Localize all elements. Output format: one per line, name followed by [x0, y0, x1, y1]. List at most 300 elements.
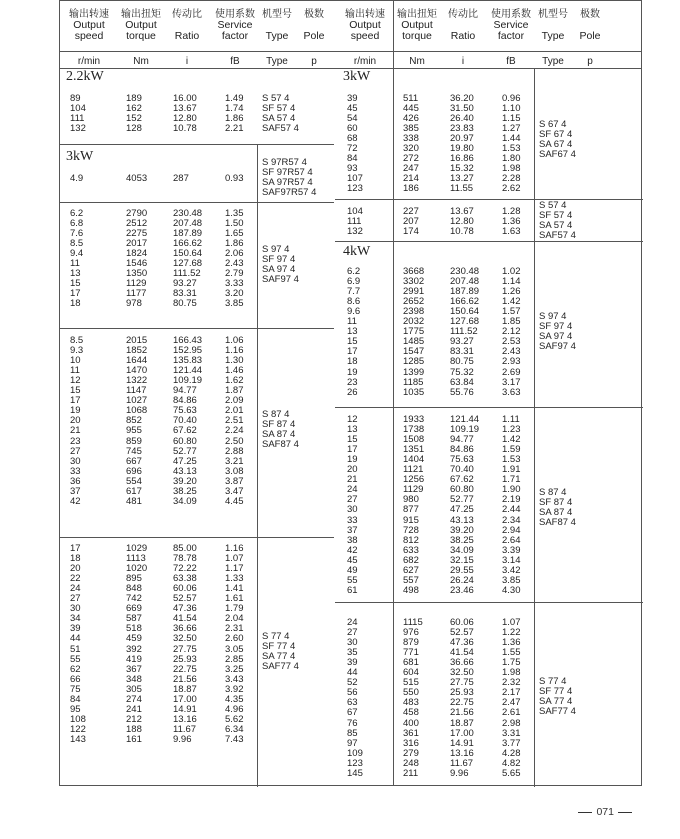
- power-heading: 3kW: [66, 149, 94, 164]
- type-model-list: [539, 312, 607, 352]
- header-service-factor: 使用系数 Service factor: [215, 9, 255, 42]
- speed-cell: 93: [347, 163, 358, 175]
- fb-cell: 3.43: [225, 673, 244, 685]
- fb-cell: 2.51: [225, 415, 244, 427]
- speed-cell: 19: [347, 366, 358, 378]
- speed-cell: 51: [70, 643, 81, 655]
- type-model: SA 57 4: [262, 113, 296, 124]
- fb-cell: 1.22: [502, 627, 521, 639]
- type-model-list: [262, 158, 330, 198]
- type-model: SAF87 4: [539, 517, 576, 528]
- header-pole: 极数 Pole: [579, 9, 601, 42]
- ratio-cell: 27.75: [173, 643, 197, 655]
- torque-cell: 633: [403, 544, 419, 556]
- ratio-cell: 83.31: [450, 346, 474, 358]
- torque-cell: 483: [403, 697, 419, 709]
- section-divider: [335, 199, 643, 200]
- ratio-cell: 75.63: [173, 405, 197, 417]
- torque-cell: 681: [403, 657, 419, 669]
- fb-cell: 4.82: [502, 757, 521, 769]
- torque-cell: 604: [403, 667, 419, 679]
- ratio-cell: 25.93: [450, 687, 474, 699]
- unit-type: Type: [266, 56, 288, 67]
- speed-cell: 44: [347, 667, 358, 679]
- speed-cell: 45: [347, 103, 358, 115]
- fb-cell: 1.49: [225, 93, 244, 104]
- type-model: SA 87 4: [539, 507, 573, 518]
- type-model: SF 97R57 4: [262, 167, 313, 178]
- ratio-cell: 207.48: [450, 276, 480, 288]
- table-row: [60, 299, 330, 309]
- ratio-cell: 47.36: [450, 637, 474, 649]
- type-model-list: [262, 94, 330, 134]
- torque-cell: 3668: [403, 266, 425, 277]
- speed-cell: 84: [347, 153, 358, 165]
- torque-cell: 1121: [403, 464, 424, 476]
- ratio-cell: 60.80: [450, 484, 474, 496]
- ratio-cell: 41.54: [450, 647, 474, 659]
- torque-cell: 1129: [403, 484, 424, 496]
- torque-cell: 627: [403, 564, 419, 576]
- fb-cell: 2.47: [502, 697, 521, 709]
- unit-ratio: i: [461, 56, 465, 67]
- torque-cell: 1404: [403, 454, 425, 466]
- type-model: SAF77 4: [262, 661, 299, 672]
- type-model: SA 97 4: [539, 331, 573, 342]
- ratio-cell: 34.09: [450, 544, 474, 556]
- ratio-cell: 166.43: [173, 335, 203, 346]
- header-speed: 输出转速 Output speed: [345, 9, 385, 42]
- ratio-cell: 23.83: [450, 123, 474, 135]
- header-torque: 输出扭矩 Output torque: [397, 9, 437, 42]
- ratio-cell: 60.06: [450, 617, 474, 628]
- torque-cell: 498: [403, 584, 419, 596]
- torque-cell: 1027: [126, 395, 148, 407]
- speed-cell: 123: [347, 757, 363, 769]
- torque-cell: 1824: [126, 248, 148, 260]
- fb-cell: 2.50: [225, 435, 244, 447]
- torque-cell: 978: [126, 298, 142, 310]
- ratio-cell: 109.19: [173, 375, 203, 387]
- speed-cell: 17: [70, 395, 81, 407]
- fb-cell: 2.34: [502, 514, 521, 526]
- ratio-cell: 21.56: [450, 707, 474, 719]
- torque-cell: 955: [126, 425, 142, 437]
- fb-cell: 2.32: [502, 677, 521, 689]
- torque-cell: 2032: [403, 316, 425, 328]
- torque-cell: 459: [126, 633, 142, 645]
- speed-cell: 11: [70, 258, 80, 270]
- speed-cell: 15: [70, 385, 81, 397]
- ratio-cell: 52.57: [450, 627, 474, 639]
- fb-cell: 1.98: [502, 163, 521, 175]
- ratio-cell: 27.75: [450, 677, 474, 689]
- type-model: SA 97R57 4: [262, 177, 313, 188]
- torque-cell: 515: [403, 677, 419, 689]
- section-divider: [335, 602, 643, 603]
- header-service-factor: 使用系数 Service factor: [491, 9, 531, 42]
- fb-cell: 3.92: [225, 683, 244, 695]
- speed-cell: 27: [347, 494, 358, 506]
- torque-cell: 1547: [403, 346, 425, 358]
- torque-cell: 1399: [403, 366, 425, 378]
- torque-cell: 305: [126, 683, 142, 695]
- type-model: SA 57 4: [539, 220, 573, 231]
- ratio-cell: 19.80: [450, 143, 474, 155]
- ratio-cell: 135.83: [173, 355, 203, 367]
- torque-cell: 1322: [126, 375, 148, 387]
- fb-cell: 1.86: [225, 238, 244, 250]
- type-model: SA 77 4: [262, 651, 296, 662]
- fb-cell: 2.53: [502, 336, 521, 348]
- page-number: 071: [574, 806, 636, 818]
- torque-cell: 877: [403, 504, 419, 516]
- torque-cell: 669: [126, 603, 142, 615]
- torque-cell: 214: [403, 173, 419, 185]
- ratio-cell: 13.16: [450, 747, 474, 759]
- type-model: S 87 4: [539, 487, 567, 498]
- torque-cell: 1350: [126, 268, 148, 280]
- speed-cell: 17: [70, 543, 81, 554]
- speed-cell: 30: [70, 455, 81, 467]
- fb-cell: 0.93: [225, 173, 244, 184]
- torque-cell: 385: [403, 123, 419, 135]
- ratio-cell: 84.86: [173, 395, 197, 407]
- ratio-cell: 38.25: [173, 485, 197, 497]
- type-model: S 97R57 4: [262, 157, 307, 168]
- speed-cell: 10: [70, 355, 81, 367]
- fb-cell: 1.71: [502, 474, 521, 486]
- torque-cell: 227: [403, 206, 419, 217]
- speed-cell: 12: [347, 414, 358, 425]
- torque-cell: 976: [403, 627, 419, 639]
- torque-cell: 771: [403, 647, 419, 659]
- speed-cell: 33: [347, 514, 358, 526]
- ratio-cell: 39.20: [450, 524, 474, 536]
- fb-cell: 1.86: [225, 113, 244, 125]
- ratio-cell: 22.75: [173, 663, 197, 675]
- torque-cell: 1035: [403, 386, 425, 398]
- fb-cell: 2.60: [225, 633, 244, 645]
- ratio-cell: 84.86: [450, 444, 474, 456]
- fb-cell: 2.62: [502, 183, 521, 195]
- table-row: [337, 368, 607, 378]
- speed-cell: 37: [347, 524, 358, 536]
- torque-cell: 186: [403, 183, 419, 195]
- type-model: SAF77 4: [539, 706, 576, 717]
- fb-cell: 3.63: [502, 386, 521, 398]
- ratio-cell: 13.27: [450, 173, 474, 185]
- speed-cell: 132: [347, 226, 363, 238]
- torque-cell: 745: [126, 445, 142, 457]
- speed-cell: 145: [347, 767, 363, 779]
- fb-cell: 3.39: [502, 544, 521, 556]
- fb-cell: 4.35: [225, 693, 244, 705]
- ratio-cell: 47.25: [173, 455, 197, 467]
- speed-cell: 11: [347, 316, 357, 328]
- torque-cell: 481: [126, 495, 142, 507]
- ratio-cell: 18.87: [450, 717, 474, 729]
- speed-cell: 23: [70, 435, 81, 447]
- fb-cell: 2.44: [502, 504, 521, 516]
- speed-cell: 143: [70, 733, 86, 745]
- ratio-cell: 26.24: [450, 574, 474, 586]
- speed-cell: 9.3: [70, 345, 84, 357]
- unit-torque: Nm: [133, 56, 149, 67]
- fb-cell: 1.59: [502, 444, 521, 456]
- speed-cell: 4.9: [70, 173, 84, 184]
- torque-cell: 3302: [403, 276, 425, 288]
- ratio-cell: 166.62: [173, 238, 203, 250]
- fb-cell: 1.07: [225, 553, 244, 565]
- torque-cell: 518: [126, 623, 142, 635]
- fb-cell: 1.33: [225, 573, 244, 585]
- torque-cell: 212: [126, 713, 142, 725]
- fb-cell: 1.46: [225, 365, 244, 377]
- ratio-cell: 80.75: [450, 356, 474, 368]
- torque-cell: 367: [126, 663, 142, 675]
- table-row: [337, 357, 607, 367]
- speed-cell: 42: [70, 495, 81, 507]
- table-row: [337, 184, 607, 194]
- ratio-cell: 83.31: [173, 288, 197, 300]
- fb-cell: 2.43: [225, 258, 244, 270]
- type-column-divider: [257, 144, 258, 202]
- ratio-cell: 52.77: [173, 445, 197, 457]
- torque-cell: 274: [126, 693, 142, 705]
- ratio-cell: 111.52: [173, 268, 201, 280]
- type-model: SF 57 4: [539, 210, 573, 221]
- speed-cell: 123: [347, 183, 363, 195]
- type-model-list: [539, 677, 607, 717]
- fb-cell: 3.17: [502, 376, 521, 388]
- ratio-cell: 47.25: [450, 504, 474, 516]
- table-row: [337, 719, 607, 729]
- fb-cell: 2.64: [502, 534, 521, 546]
- speed-cell: 26: [347, 386, 358, 398]
- ratio-cell: 63.84: [450, 376, 474, 388]
- speed-cell: 9.6: [347, 306, 361, 318]
- type-model-list: [539, 120, 607, 160]
- ratio-cell: 93.27: [450, 336, 474, 348]
- type-model: SF 97 4: [262, 254, 296, 265]
- speed-cell: 13: [347, 424, 358, 436]
- torque-cell: 248: [403, 757, 419, 769]
- power-heading: 3kW: [343, 69, 371, 84]
- speed-cell: 9.4: [70, 248, 84, 260]
- torque-cell: 895: [126, 573, 142, 585]
- ratio-cell: 13.67: [173, 103, 197, 115]
- fb-cell: 1.23: [502, 424, 521, 436]
- fb-cell: 0.96: [502, 93, 521, 104]
- torque-cell: 2652: [403, 296, 425, 308]
- torque-cell: 247: [403, 163, 419, 175]
- ratio-cell: 36.20: [450, 93, 474, 104]
- fb-cell: 1.41: [225, 583, 244, 595]
- ratio-cell: 70.40: [450, 464, 474, 476]
- torque-cell: 1177: [126, 288, 147, 300]
- speed-cell: 27: [70, 445, 81, 457]
- torque-cell: 587: [126, 613, 142, 625]
- torque-cell: 128: [126, 123, 142, 135]
- fb-cell: 1.87: [225, 385, 244, 397]
- speed-cell: 19: [347, 454, 358, 466]
- fb-cell: 4.45: [225, 495, 244, 507]
- ratio-cell: 287: [173, 173, 189, 184]
- speed-cell: 21: [70, 425, 81, 437]
- fb-cell: 3.21: [225, 455, 244, 467]
- ratio-cell: 13.67: [450, 206, 474, 217]
- speed-cell: 54: [347, 113, 358, 125]
- fb-cell: 1.53: [502, 143, 521, 155]
- speed-cell: 39: [347, 93, 358, 104]
- unit-ratio: i: [185, 56, 189, 67]
- type-model: SAF57 4: [539, 230, 576, 241]
- speed-cell: 6.2: [347, 266, 361, 277]
- torque-cell: 445: [403, 103, 419, 115]
- table-row: [337, 586, 607, 596]
- type-model-list: [262, 410, 330, 450]
- ratio-cell: 10.78: [450, 226, 474, 238]
- fb-cell: 2.31: [225, 623, 244, 635]
- speed-cell: 13: [70, 268, 81, 280]
- speed-cell: 55: [70, 653, 81, 665]
- section-divider: [60, 328, 334, 329]
- speed-cell: 42: [347, 544, 358, 556]
- speed-cell: 66: [70, 673, 81, 685]
- torque-cell: 852: [126, 415, 142, 427]
- right-table-header: [336, 1, 609, 73]
- speed-cell: 12: [70, 375, 81, 387]
- fb-cell: 1.80: [502, 153, 521, 165]
- type-model-list: [262, 245, 330, 285]
- header-ratio: 传动比 Ratio: [172, 9, 202, 42]
- fb-cell: 1.75: [502, 657, 521, 669]
- ratio-cell: 187.89: [173, 228, 203, 240]
- fb-cell: 1.36: [502, 637, 521, 649]
- header-pole: 极数 Pole: [303, 9, 325, 42]
- type-column-divider: [257, 202, 258, 328]
- speed-cell: 35: [347, 647, 358, 659]
- fb-cell: 2.01: [225, 405, 244, 417]
- fb-cell: 3.25: [225, 663, 244, 675]
- ratio-cell: 52.77: [450, 494, 474, 506]
- ratio-cell: 17.00: [173, 693, 197, 705]
- speed-cell: 37: [70, 485, 81, 497]
- torque-cell: 859: [126, 435, 142, 447]
- power-heading: 4kW: [343, 244, 371, 259]
- ratio-cell: 150.64: [450, 306, 480, 318]
- fb-cell: 1.61: [225, 593, 244, 605]
- speed-cell: 61: [347, 584, 358, 596]
- torque-cell: 392: [126, 643, 142, 655]
- fb-cell: 1.10: [502, 103, 521, 115]
- unit-fb: fB: [230, 56, 240, 67]
- torque-cell: 742: [126, 593, 142, 605]
- ratio-cell: 127.68: [173, 258, 203, 270]
- torque-cell: 1485: [403, 336, 425, 348]
- speed-cell: 45: [347, 554, 358, 566]
- ratio-cell: 43.13: [173, 465, 197, 477]
- header-speed: 输出转速 Output speed: [69, 9, 109, 42]
- torque-cell: 4053: [126, 173, 148, 184]
- torque-cell: 174: [403, 226, 419, 238]
- ratio-cell: 111.52: [450, 326, 478, 338]
- type-model: SAF97 4: [539, 341, 576, 352]
- speed-cell: 24: [70, 583, 81, 595]
- ratio-cell: 94.77: [173, 385, 197, 397]
- speed-cell: 21: [347, 474, 358, 486]
- ratio-cell: 127.68: [450, 316, 480, 328]
- unit-type: Type: [542, 56, 564, 67]
- ratio-cell: 10.78: [173, 123, 197, 135]
- fb-cell: 1.36: [502, 216, 521, 228]
- type-model: SF 87 4: [262, 419, 296, 430]
- ratio-cell: 36.66: [450, 657, 474, 669]
- ratio-cell: 9.96: [450, 767, 469, 779]
- torque-cell: 550: [403, 687, 419, 699]
- type-model: S 67 4: [539, 119, 567, 130]
- ratio-cell: 70.40: [173, 415, 197, 427]
- ratio-cell: 34.09: [173, 495, 197, 507]
- torque-cell: 557: [403, 574, 419, 586]
- ratio-cell: 85.00: [173, 543, 197, 554]
- ratio-cell: 63.38: [173, 573, 197, 585]
- ratio-cell: 207.48: [173, 218, 203, 230]
- fb-cell: 1.90: [502, 484, 521, 496]
- speed-cell: 20: [70, 415, 81, 427]
- speed-cell: 7.7: [347, 286, 361, 298]
- torque-cell: 1115: [403, 617, 423, 628]
- torque-cell: 1470: [126, 365, 148, 377]
- type-model-list: [539, 488, 607, 528]
- speed-cell: 132: [70, 123, 86, 135]
- fb-cell: 1.55: [502, 647, 521, 659]
- torque-cell: 1256: [403, 474, 425, 486]
- torque-cell: 1029: [126, 543, 148, 554]
- ratio-cell: 14.91: [173, 703, 197, 715]
- fb-cell: 1.11: [502, 414, 520, 425]
- ratio-cell: 16.86: [450, 153, 474, 165]
- type-model: SAF57 4: [262, 123, 299, 134]
- left-table-header: [60, 1, 333, 73]
- fb-cell: 2.79: [225, 268, 244, 280]
- speed-cell: 15: [347, 434, 358, 446]
- table-row: [60, 725, 330, 735]
- ratio-cell: 20.97: [450, 133, 474, 145]
- torque-cell: 348: [126, 673, 142, 685]
- ratio-cell: 121.44: [173, 365, 203, 377]
- speed-cell: 33: [70, 465, 81, 477]
- type-column-divider: [534, 199, 535, 241]
- ratio-cell: 78.78: [173, 553, 197, 565]
- ratio-cell: 25.93: [173, 653, 197, 665]
- speed-cell: 107: [347, 173, 363, 185]
- type-model: S 97 4: [262, 244, 290, 255]
- torque-cell: 1852: [126, 345, 148, 357]
- ratio-cell: 32.50: [173, 633, 197, 645]
- ratio-cell: 11.67: [450, 757, 474, 769]
- speed-cell: 22: [70, 573, 81, 585]
- torque-cell: 1020: [126, 563, 148, 575]
- type-model: SAF97R57 4: [262, 187, 317, 198]
- ratio-cell: 22.75: [450, 697, 474, 709]
- torque-cell: 279: [403, 747, 419, 759]
- speed-cell: 56: [347, 687, 358, 699]
- ratio-cell: 31.50: [450, 103, 474, 115]
- torque-cell: 241: [126, 703, 142, 715]
- fb-cell: 6.34: [225, 723, 244, 735]
